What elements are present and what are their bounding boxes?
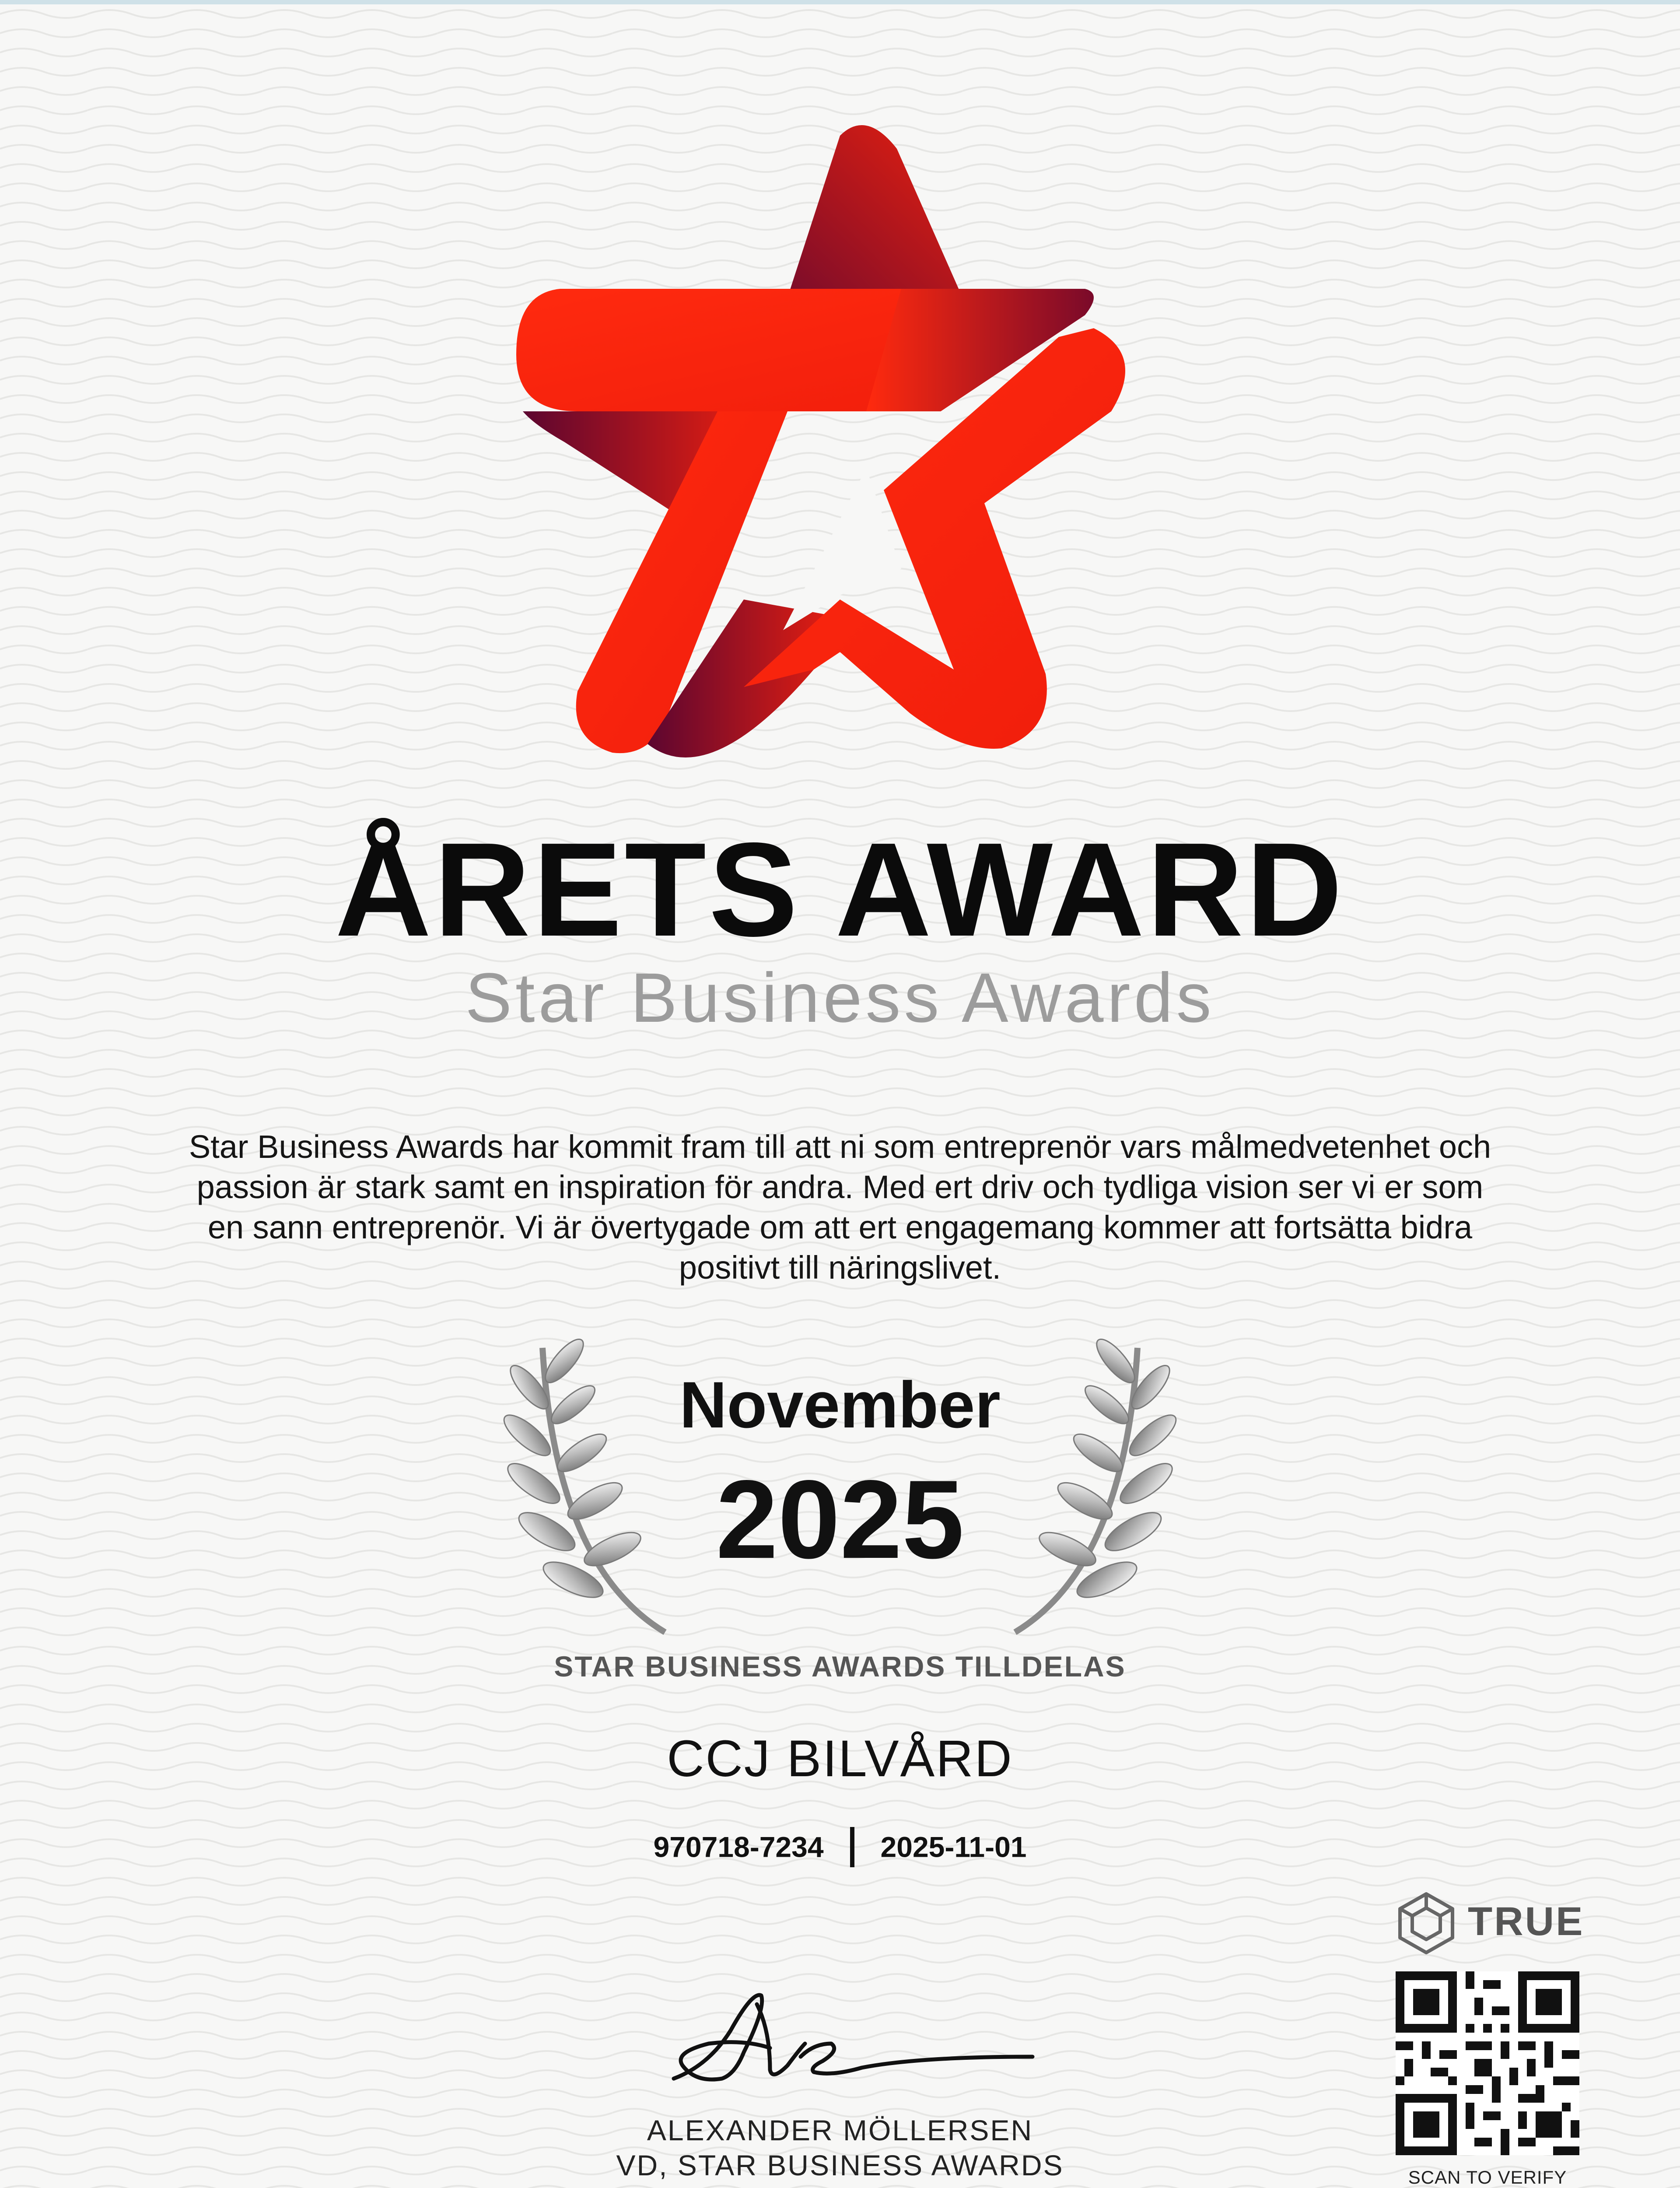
award-meta: [0, 1831, 1680, 1867]
award-month: November: [679, 1368, 1001, 1441]
cube-logo-icon: [1396, 1890, 1457, 1956]
award-subtitle: Star Business Awards: [465, 958, 1215, 1037]
award-title: ÅRETS AWARD: [335, 815, 1345, 964]
signature-image: [656, 1978, 1041, 2096]
awarded-to-label: STAR BUSINESS AWARDS TILLDELAS: [554, 1650, 1126, 1683]
signer-role: VD, STAR BUSINESS AWARDS: [616, 2149, 1064, 2181]
scan-to-verify-label: SCAN TO VERIFY: [1408, 2167, 1567, 2188]
award-date: 2025-11-01: [880, 1830, 1027, 1863]
verification-brand: TRUE: [1468, 1899, 1585, 1944]
recipient-name: CCJ BILVÅRD: [667, 1730, 1013, 1788]
org-number: 970718-7234: [653, 1830, 824, 1863]
award-citation: Star Business Awards har kommit fram till att ni som entreprenör vars målmedvetenhet och passion är stark samt en inspiration för andra. Med ert driv och tydliga vision ser vi er som en sann entreprenör. Vi är övertygade om att ert engagemang kommer att fortsätta bidra positivt till näringslivet.: [189, 1129, 1491, 1286]
top-border: [0, 0, 1680, 4]
signer-name: ALEXANDER MÖLLERSEN: [647, 2114, 1033, 2146]
qr-code[interactable]: [1396, 1971, 1579, 2155]
star-ribbon-logo: [481, 109, 1199, 779]
award-year: 2025: [716, 1457, 964, 1582]
meta-divider: [850, 1827, 854, 1867]
